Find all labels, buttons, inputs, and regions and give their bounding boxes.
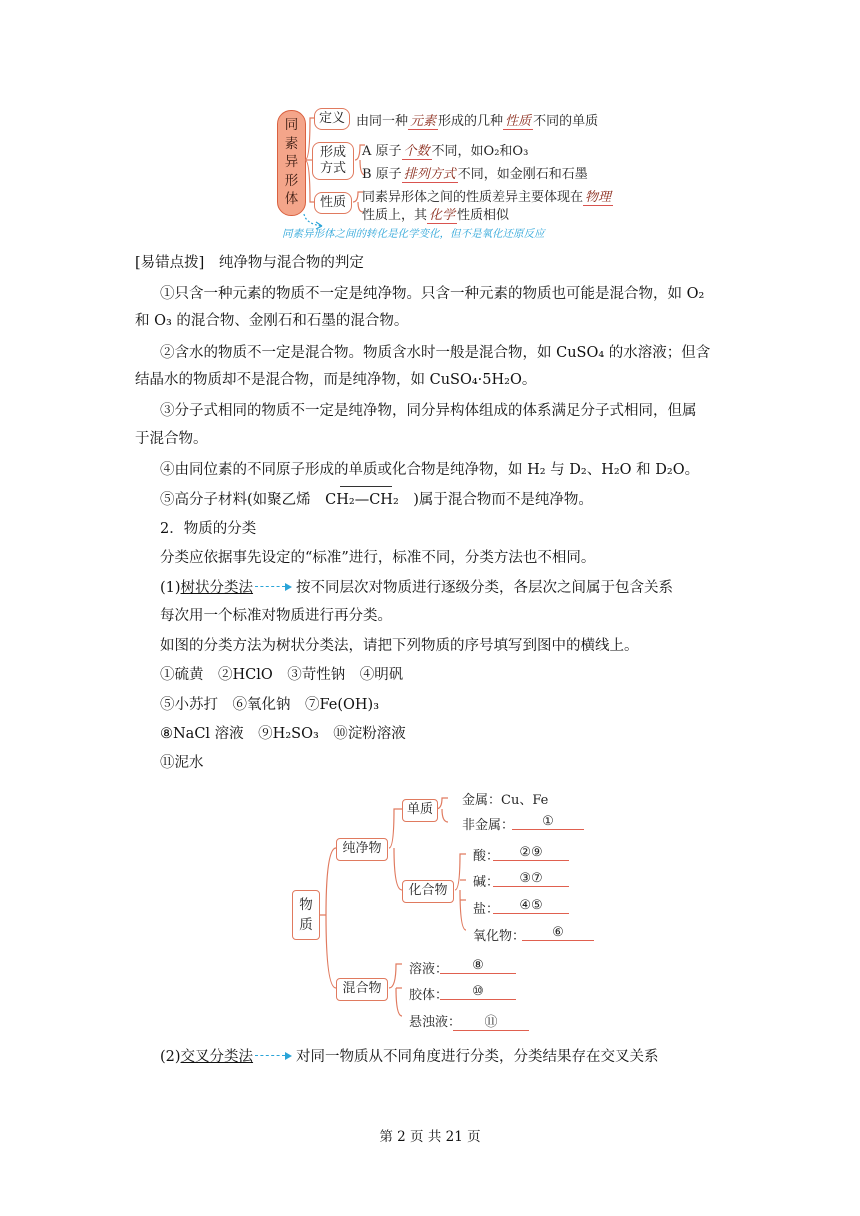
colloid-answer[interactable]: ⑩ <box>440 984 516 1000</box>
items-row2: ⑤小苏打 ⑥氧化钠 ⑦Fe(OH)₃ <box>160 697 380 713</box>
page-footer: 第 2 页 共 21 页 <box>379 1129 481 1145</box>
solution-answer[interactable]: ⑧ <box>440 958 516 974</box>
oxide-label: 氧化物： <box>473 929 526 944</box>
tree-method-line: (1)树状分类法 按不同层次对物质进行逐级分类，各层次之间属于包含关系 <box>160 580 674 596</box>
tip-p2a: ②含水的物质不一定是混合物。物质含水时一般是混合物，如 CuSO₄ 的水溶液；但含 <box>160 345 711 361</box>
allotrope-note: 同素异形体之间的转化是化学变化，但不是氧化还原反应 <box>282 228 545 240</box>
suspension-label: 悬浊液： <box>409 1015 462 1030</box>
dashed-arrow-icon <box>285 1052 292 1060</box>
metal-label: 金属：Cu、Fe <box>462 793 549 808</box>
items-row1: ①硫黄 ②HClO ③苛性钠 ④明矾 <box>160 667 404 683</box>
definition-box: 定义 <box>314 108 350 130</box>
base-label: 碱： <box>473 875 500 890</box>
salt-answer[interactable]: ④⑤ <box>493 898 569 914</box>
section2-title: 2．物质的分类 <box>160 521 257 537</box>
items-row3: ⑧NaCl 溶液 ⑨H₂SO₃ ⑩淀粉溶液 <box>160 726 406 742</box>
section2-intro: 分类应依据事先设定的“标准”进行，标准不同，分类方法也不相同。 <box>160 550 596 566</box>
property-box: 性质 <box>314 192 352 214</box>
acid-answer[interactable]: ②⑨ <box>493 845 569 861</box>
solution-label: 溶液： <box>409 962 449 977</box>
suspension-answer[interactable]: ⑪ <box>453 1011 529 1031</box>
base-answer[interactable]: ③⑦ <box>493 871 569 887</box>
task-instruction: 如图的分类方法为树状分类法，请把下列物质的序号填写到图中的横线上。 <box>160 638 639 654</box>
tip-p1a: ①只含一种元素的物质不一定是纯净物。只含一种元素的物质也可能是混合物，如 O₂ <box>160 286 705 302</box>
tip-heading: [易错点拨] 纯净物与混合物的判定 <box>135 255 364 271</box>
tip-p1b: 和 O₃ 的混合物、金刚石和石墨的混合物。 <box>135 313 409 329</box>
items-row4: ⑪泥水 <box>160 755 204 771</box>
root-box: 物 质 <box>292 890 320 940</box>
cross-method-name: 交叉分类法 <box>180 1049 254 1065</box>
definition-text: 由同一种 元素 形成的几种 性质 不同的单质 <box>356 114 599 129</box>
compound-box: 化合物 <box>402 880 454 903</box>
formation-box: 形成 方式 <box>312 142 354 180</box>
cross-method-line: (2)交叉分类法 对同一物质从不同角度进行分类，分类结果存在交叉关系 <box>160 1049 659 1065</box>
oxide-answer[interactable]: ⑥ <box>522 925 594 941</box>
pure-substance-box: 纯净物 <box>336 838 388 861</box>
property-line1: 同素异形体之间的性质差异主要体现在 物理 <box>362 190 612 205</box>
allotrope-oval-text: 同 素 异 形 体 <box>284 117 299 207</box>
dashed-arrow-icon <box>285 583 292 591</box>
tree-method-desc2: 每次用一个标准对物质进行再分类。 <box>160 608 392 624</box>
mixture-box: 混合物 <box>336 978 388 1001</box>
tree-method-name: 树状分类法 <box>180 580 254 596</box>
tip-p2b: 结晶水的物质却不是混合物，而是纯净物，如 CuSO₄·5H₂O。 <box>135 372 537 388</box>
formation-a: A 原子 个数 不同，如O₂和O₃ <box>362 144 529 159</box>
polyethylene-bracket <box>340 486 392 487</box>
nonmetal-label: 非金属： <box>462 818 515 833</box>
tip-p4: ④由同位素的不同原子形成的单质或化合物是纯净物，如 H₂ 与 D₂、H₂O 和 D₂O。 <box>160 462 700 478</box>
nonmetal-answer[interactable]: ① <box>512 814 584 830</box>
tip-p5: ⑤高分子材料(如聚乙烯 CH₂—CH₂ )属于混合物而不是纯净物。 <box>160 492 593 508</box>
tip-p3b: 于混合物。 <box>135 431 208 447</box>
element-box: 单质 <box>402 799 438 822</box>
tip-p3a: ③分子式相同的物质不一定是纯净物，同分异构体组成的体系满足分子式相同，但属 <box>160 403 697 419</box>
formation-b: B 原子 排列方式 不同，如金刚石和石墨 <box>362 167 588 182</box>
property-line2: 性质上，其 化学 性质相似 <box>362 208 510 223</box>
salt-label: 盐： <box>473 902 500 917</box>
acid-label: 酸： <box>473 849 500 864</box>
colloid-label: 胶体： <box>409 988 449 1003</box>
